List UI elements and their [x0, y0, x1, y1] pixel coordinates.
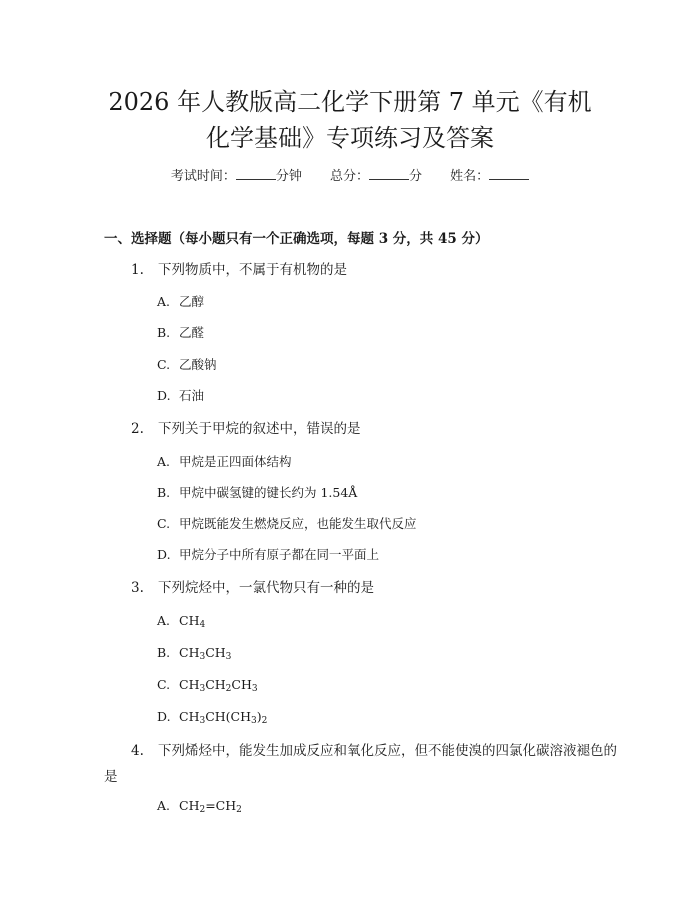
- question-3: [131, 578, 374, 598]
- section-heading-choice: 一、选择题（每小题只有一个正确选项，每题 3 分，共 45 分）: [104, 231, 489, 247]
- option-letter: B.: [157, 325, 171, 340]
- question-2: [131, 419, 361, 439]
- formula-subscript: 3: [199, 716, 206, 726]
- question-text: 下列物质中，不属于有机物的是: [158, 262, 347, 278]
- formula-subscript: 3: [199, 684, 206, 694]
- formula-subscript: 2: [261, 716, 268, 726]
- exam-time-label: 考试时间：: [170, 169, 236, 184]
- option-letter: C.: [157, 516, 171, 531]
- formula-text: CH: [179, 677, 200, 692]
- formula-text: CH: [179, 645, 200, 660]
- student-name-label: 姓名：: [450, 169, 490, 184]
- option-letter: D.: [157, 388, 171, 403]
- question-number: 3.: [131, 580, 144, 596]
- q1-option-b: [157, 323, 204, 343]
- question-1: [131, 260, 347, 280]
- formula-text: =CH: [205, 798, 237, 813]
- option-text: 石油: [179, 388, 205, 403]
- exam-time-blank[interactable]: [236, 167, 276, 180]
- formula-text: CH: [179, 613, 200, 628]
- question-number: 1.: [131, 262, 144, 278]
- option-letter: C.: [157, 357, 171, 372]
- total-score-blank[interactable]: [369, 167, 409, 180]
- question-number: 4.: [131, 743, 144, 759]
- formula-text: CH: [231, 677, 252, 692]
- q2-option-c: [157, 514, 417, 534]
- student-name-blank[interactable]: [489, 167, 529, 180]
- q2-option-a: [157, 452, 292, 472]
- document-title-line2: 化学基础》专项练习及答案: [206, 124, 494, 152]
- q1-option-a: [157, 292, 204, 312]
- q4-option-a: [157, 796, 242, 820]
- exam-time-field: [171, 167, 302, 187]
- document-title-line1: 2026 年人教版高二化学下册第 7 单元《有机: [108, 88, 592, 116]
- q3-option-a: [157, 611, 205, 635]
- chemical-formula: [179, 645, 231, 660]
- formula-subscript: 2: [199, 805, 206, 815]
- option-text: 甲烷是正四面体结构: [179, 454, 292, 469]
- q2-option-b: [157, 483, 357, 503]
- option-letter: A.: [157, 294, 171, 309]
- option-text: 乙醛: [179, 325, 205, 340]
- question-text: 下列关于甲烷的叙述中，错误的是: [158, 421, 361, 437]
- formula-subscript: 3: [251, 716, 257, 726]
- question-4: [104, 738, 624, 790]
- option-letter: A.: [157, 454, 171, 469]
- formula-subscript: 2: [236, 805, 242, 815]
- chemical-formula: [179, 798, 242, 813]
- option-text: 甲烷中碳氢键的键长约为 1.54Å: [179, 485, 358, 500]
- formula-subscript: 3: [199, 652, 206, 662]
- exam-time-unit: 分钟: [275, 169, 302, 184]
- student-name-field: [450, 167, 529, 187]
- q1-option-c: [157, 355, 217, 375]
- option-text: 乙酸钠: [179, 357, 217, 372]
- option-letter: C.: [157, 677, 171, 692]
- formula-text: CH(CH: [205, 709, 252, 724]
- formula-subscript: 3: [251, 684, 258, 694]
- formula-text: CH: [205, 645, 226, 660]
- question-text: 下列烯烃中，能发生加成反应和氧化反应，但不能使溴的四氯化碳溶液褪色的是: [104, 743, 617, 785]
- formula-text: ): [256, 709, 262, 724]
- option-letter: B.: [157, 645, 171, 660]
- q3-option-b: [157, 643, 231, 667]
- chemical-formula: [179, 613, 205, 628]
- option-letter: D.: [157, 709, 171, 724]
- q3-option-c: [157, 675, 258, 699]
- option-letter: A.: [157, 798, 171, 813]
- formula-text: CH: [179, 798, 200, 813]
- question-text: 下列烷烃中，一氯代物只有一种的是: [158, 580, 374, 596]
- chemical-formula: [179, 677, 258, 692]
- option-letter: A.: [157, 613, 171, 628]
- option-text: 乙醇: [179, 294, 205, 309]
- option-text: 甲烷分子中所有原子都在同一平面上: [179, 547, 380, 562]
- q1-option-d: [157, 386, 204, 406]
- formula-subscript: 3: [225, 652, 232, 662]
- option-text: 甲烷既能发生燃烧反应，也能发生取代反应: [179, 516, 417, 531]
- option-letter: D.: [157, 547, 171, 562]
- total-score-unit: 分: [409, 169, 423, 184]
- q3-option-d: [157, 707, 267, 731]
- formula-subscript: 2: [225, 684, 232, 694]
- total-score-field: [330, 167, 422, 187]
- q2-option-d: [157, 545, 379, 565]
- formula-text: CH: [205, 677, 226, 692]
- chemical-formula: [179, 709, 267, 724]
- formula-text: CH: [179, 709, 200, 724]
- formula-subscript: 4: [199, 620, 206, 630]
- option-letter: B.: [157, 485, 171, 500]
- question-number: 2.: [131, 421, 144, 437]
- exam-info-row: [0, 167, 700, 187]
- total-score-label: 总分：: [329, 169, 369, 184]
